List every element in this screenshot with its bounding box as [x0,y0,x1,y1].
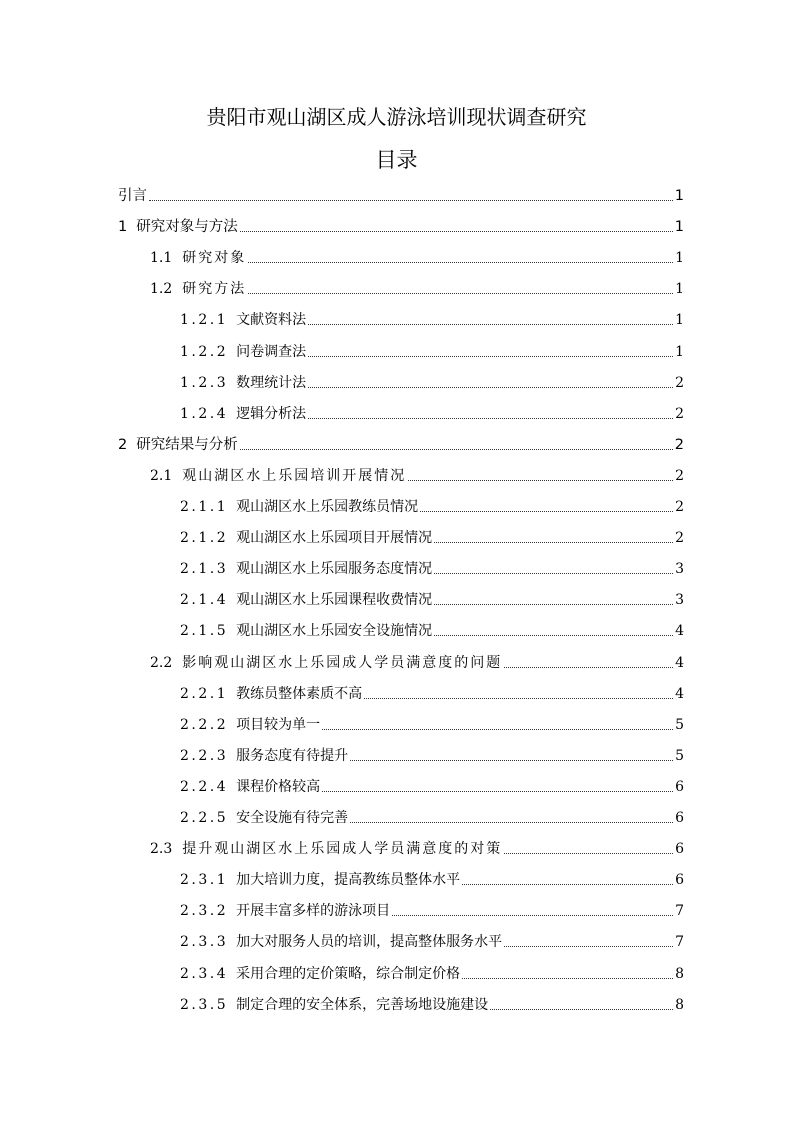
toc-entry-number: 2.1.1 [180,499,229,515]
toc-entry-title: 研究对象 [182,250,247,267]
toc-entry-number: 2.3.1 [180,872,229,889]
toc-entry-title: 采用合理的定价策略，综合制定价格 [236,965,461,982]
toc-dot-leader [308,323,673,325]
toc-dot-leader [308,386,673,388]
toc-entry[interactable] [180,772,684,796]
toc-entry[interactable] [150,274,684,298]
toc-entry-number: 2.2 [150,654,173,671]
toc-entry-title: 观山湖区水上乐园安全设施情况 [236,623,433,640]
toc-dot-leader [248,292,673,294]
toc-entry-page-number: 1 [675,343,684,360]
toc-entry-title: 问卷调查法 [236,343,307,360]
toc-entry-number: 1.2 [150,281,173,298]
toc-entry-title: 观山湖区水上乐园服务态度情况 [236,561,433,578]
toc-entry-number: 2.1 [150,467,173,484]
toc-entry-page-number: 1 [675,250,684,267]
toc-dot-leader [322,728,673,730]
toc-entry-page-number: 1 [674,188,684,204]
toc-entry[interactable] [180,803,684,827]
toc-dot-leader [434,572,673,574]
toc-entry-number: 2.2.5 [180,810,229,826]
toc-dot-leader [408,479,673,481]
toc-entry-page-number: 4 [675,623,684,640]
toc-entry-number: 2.1.3 [180,561,229,578]
toc-entry-title: 观山湖区水上乐园项目开展情况 [236,530,433,547]
toc-dot-leader [308,417,673,419]
toc-entry-page-number: 1 [675,281,684,298]
toc-entry-title: 引言 [118,188,147,204]
toc-entry-title: 观山湖区水上乐园教练员情况 [236,499,419,515]
toc-entry-title: 文献资料法 [236,312,307,329]
toc-entry-title: 加大培训力度，提高教练员整体水平 [236,872,461,889]
document-title: 贵阳市观山湖区成人游泳培训现状调查研究 [206,105,587,129]
toc-entry-title: 研究对象与方法 [136,219,238,236]
toc-dot-leader [364,697,673,699]
toc-entry[interactable] [180,305,684,329]
toc-entry-title: 逻辑分析法 [236,405,307,422]
toc-entry[interactable] [150,834,684,858]
toc-entry-page-number: 7 [675,903,684,920]
toc-entry-page-number: 2 [675,374,684,391]
toc-dot-leader [462,977,673,979]
toc-dot-leader [462,883,673,885]
toc-entry-title: 研究方法 [182,281,247,298]
toc-entry[interactable] [180,927,684,951]
toc-entry-number: 1.2.3 [180,374,229,391]
toc-dot-leader [504,666,673,668]
toc-entry-page-number: 2 [675,530,684,547]
toc-entry-title: 教练员整体素质不高 [236,685,363,702]
toc-entry-number: 2 [118,436,128,453]
toc-entry-title: 观山湖区水上乐园课程收费情况 [236,592,433,609]
toc-entry-page-number: 6 [675,841,684,858]
toc-entry[interactable] [180,492,684,516]
toc-entry-number: 2.3.2 [180,903,229,920]
toc-entry-page-number: 2 [675,467,684,484]
toc-entry[interactable] [180,368,684,392]
toc-entry-number: 2.1.4 [180,592,229,609]
toc-entry-title: 影响观山湖区水上乐园成人学员满意度的问题 [182,654,503,671]
toc-entry-page-number: 3 [675,561,684,578]
toc-entry-page-number: 4 [675,685,684,702]
toc-entry-page-number: 8 [675,965,684,982]
toc-entry[interactable] [118,212,684,236]
toc-entry[interactable] [150,461,684,485]
toc-dot-leader [350,759,673,761]
toc-entry-page-number: 2 [675,499,684,515]
toc-entry-page-number: 1 [675,312,684,329]
toc-entry[interactable] [180,990,684,1014]
toc-entry[interactable] [180,337,684,361]
toc-dot-leader [350,821,673,823]
toc-entry-page-number: 6 [675,810,684,826]
toc-entry-title: 加大对服务人员的培训，提高整体服务水平 [236,934,503,951]
toc-entry-number: 1.2.4 [180,405,229,422]
toc-dot-leader [248,261,673,263]
toc-entry-page-number: 5 [675,747,684,764]
toc-dot-leader [308,355,673,357]
toc-entry-title: 研究结果与分析 [136,436,238,453]
toc-entry-number: 2.2.1 [180,685,229,702]
toc-entry[interactable] [180,523,684,547]
toc-entry-number: 2.1.5 [180,623,229,640]
toc-dot-leader [434,634,673,636]
toc-entry-number: 2.2.4 [180,778,229,795]
toc-dot-leader [420,510,673,512]
toc-entry-number: 2.3 [150,841,173,858]
toc-dot-leader [490,1008,673,1010]
toc-entry-title: 开展丰富多样的游泳项目 [236,903,391,920]
toc-entry-page-number: 5 [675,716,684,733]
toc-entry-number: 1.1 [150,250,173,267]
toc-entry-number: 1.2.1 [180,312,229,329]
toc-entry[interactable] [150,648,684,672]
toc-entry-number: 2.1.2 [180,530,229,547]
toc-entry[interactable] [180,741,684,765]
toc-entry-title: 观山湖区水上乐园培训开展情况 [182,467,407,484]
toc-entry-number: 1 [118,219,128,236]
toc-entry[interactable] [180,616,684,640]
toc-heading: 目录 [375,148,418,172]
toc-dot-leader [149,199,673,201]
toc-entry-page-number: 4 [675,654,684,671]
toc-dot-leader [240,448,673,450]
toc-entry-title: 安全设施有待完善 [236,810,349,826]
toc-entry[interactable] [150,243,684,267]
toc-dot-leader [434,541,673,543]
toc-entry-page-number: 6 [675,778,684,795]
toc-entry-page-number: 2 [675,405,684,422]
toc-entry[interactable] [180,710,684,734]
toc-entry-number: 2.2.3 [180,747,229,764]
toc-entry-page-number: 1 [674,219,684,236]
toc-entry-number: 2.3.4 [180,965,229,982]
toc-entry-page-number: 8 [675,996,684,1013]
toc-entry-title: 项目较为单一 [236,716,321,733]
toc-entry[interactable] [180,554,684,578]
toc-entry-number: 2.3.5 [180,996,229,1013]
toc-entry-title: 服务态度有待提升 [236,747,349,764]
toc-entry[interactable] [180,679,684,703]
toc-entry-number: 1.2.2 [180,343,229,360]
toc-entry[interactable] [180,585,684,609]
toc-dot-leader [322,790,673,792]
toc-entry[interactable] [180,959,684,983]
toc-entry-number: 2.3.3 [180,934,229,951]
toc-entry-title: 课程价格较高 [236,778,321,795]
toc-entry[interactable] [118,181,684,205]
toc-dot-leader [392,914,673,916]
toc-entry[interactable] [180,896,684,920]
toc-entry[interactable] [180,399,684,423]
toc-entry-title: 数理统计法 [236,374,307,391]
toc-entry-page-number: 2 [674,436,684,453]
toc-entry[interactable] [180,865,684,889]
toc-entry-page-number: 7 [675,934,684,951]
toc-dot-leader [504,852,673,854]
toc-dot-leader [240,230,673,232]
toc-dot-leader [434,603,673,605]
toc-entry[interactable] [118,430,684,454]
toc-entry-title: 提升观山湖区水上乐园成人学员满意度的对策 [182,841,503,858]
toc-entry-page-number: 6 [675,872,684,889]
toc-dot-leader [504,945,673,947]
toc-entry-title: 制定合理的安全体系，完善场地设施建设 [236,996,489,1013]
toc-entry-number: 2.2.2 [180,716,229,733]
toc-entry-page-number: 3 [675,592,684,609]
